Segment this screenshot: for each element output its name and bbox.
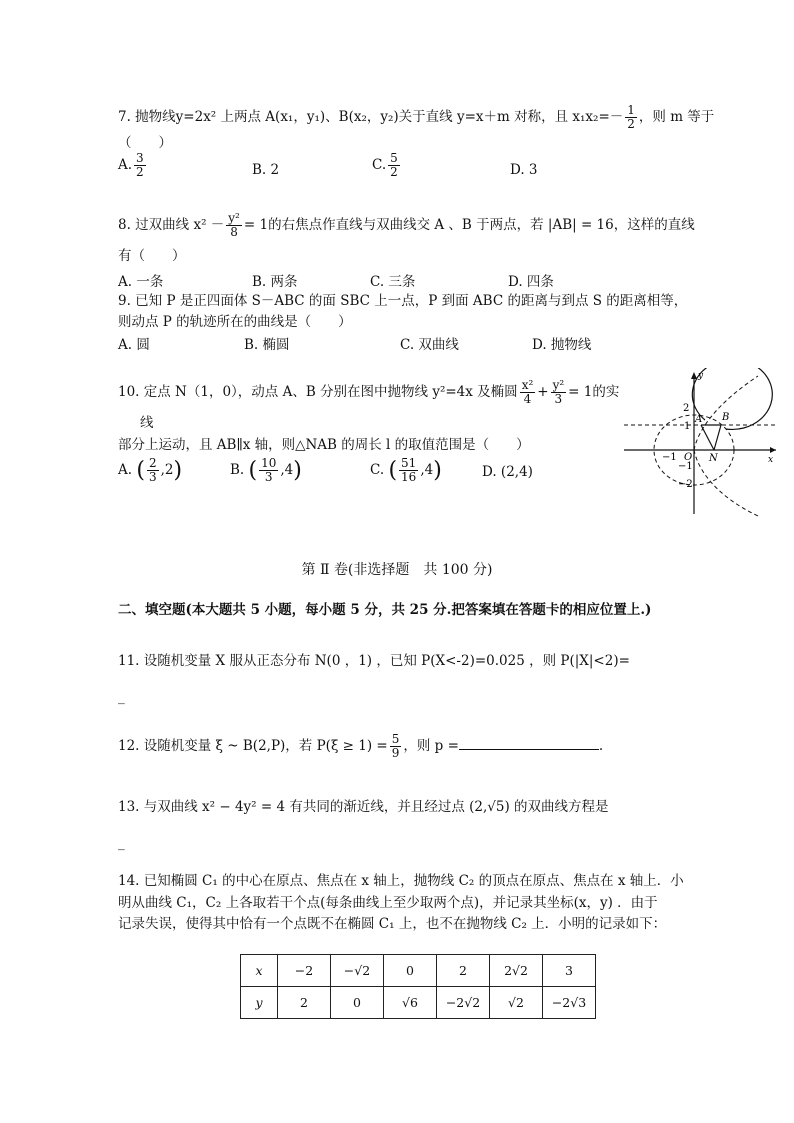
table-cell: −2√3 — [543, 987, 596, 1019]
ellipse-solid-arc — [692, 368, 772, 429]
q7-stem: 7. 抛物线y=2x² 上两点 A(x₁，y₁)、B(x₂，y₂)关于直线 y=x＋m 对称，且 x₁x₂=－ — [118, 109, 624, 125]
table-cell: −2 — [278, 955, 331, 987]
origin-label: O — [684, 452, 693, 463]
q9-option-b: B. 椭圆 — [244, 337, 290, 353]
q10-line-cont: 线 — [140, 415, 154, 431]
q8-option-a: A. 一条 — [118, 274, 164, 290]
q11-line1: 11. 设随机变量 X 服从正态分布 N(0 ，1) ，已知 P(X<-2)=0.025 ，则 P(|X|<2)= — [118, 653, 630, 669]
table-cell: −√2 — [331, 955, 384, 987]
record-table — [240, 954, 596, 1019]
table-header-x: x — [241, 955, 278, 987]
table-cell: √2 — [490, 987, 543, 1019]
q7-option-c: C. $\frac{5}{2}$ — [372, 151, 398, 179]
point-b-label: B — [722, 412, 730, 423]
q8-fraction: $\frac{\text{y²}}{8}$ — [228, 211, 240, 239]
q13-line1: 13. 与双曲线 x² − 4y² = 4 有共同的渐近线，并且经过点 (2,√5) 的双曲线方程是 — [118, 799, 609, 815]
table-cell: −2√2 — [437, 987, 490, 1019]
x-axis-arrow — [770, 447, 776, 453]
y-axis-label: y — [698, 371, 704, 381]
q13-line2: _ — [118, 835, 125, 851]
q10-option-c: C. ( $\frac{51}{16}$ ,4) — [370, 456, 442, 484]
parabola-lower — [694, 450, 758, 516]
table-cell: 2 — [278, 987, 331, 1019]
q8-option-c: C. 三条 — [370, 274, 416, 290]
q9-line2: 则动点 P 的轨迹所在的曲线是（ ） — [118, 314, 352, 330]
question-8: 8. 过双曲线 x² － $\frac{\text{y²}}{8}$ = 1的右焦点作直线与双曲线交 A 、B 于两点，若 |AB| = 16，这样的直线 — [118, 211, 695, 239]
q10-option-d: D. (2,4) — [482, 464, 533, 480]
q9-line1: 9. 已知 P 是正四面体 S－ABC 的面 SBC 上一点，P 到面 ABC 的距离与到点 S 的距离相等， — [118, 293, 688, 309]
q10-line2: 部分上运动，且 AB∥x 轴，则△NAB 的周长 l 的取值范围是（ ） — [118, 437, 530, 453]
q14-line1: 14. 已知椭圆 C₁ 的中心在原点、焦点在 x 轴上，抛物线 C₂ 的顶点在原点、焦点在 x 轴上．小 — [118, 873, 684, 889]
table-row-x — [241, 955, 596, 987]
q8-option-d: D. 四条 — [508, 274, 554, 290]
q7-option-d: D. 3 — [510, 162, 538, 178]
question-7 — [118, 104, 714, 131]
tick-neg1-x: −1 — [662, 452, 677, 463]
tick-2: 2 — [683, 403, 690, 414]
q9-option-d: D. 抛物线 — [532, 337, 592, 353]
tick-1: 1 — [684, 421, 691, 432]
q7-tail: ，则 m 等于 — [638, 109, 715, 125]
segment-an — [701, 425, 714, 450]
question-10: 10. 定点 N（1，0），动点 A、B 分别在图中抛物线 y²=4x 及椭圆 $\frac{\text{x²}}{4}$ + $\frac{\text{y²}}{3}$ = 1的实 — [118, 378, 620, 406]
table-cell: 2√2 — [490, 955, 543, 987]
q8-line2: 有（ ） — [118, 248, 186, 264]
table-cell: √6 — [384, 987, 437, 1019]
table-header-y: y — [241, 987, 278, 1019]
q7-paren: （ ） — [118, 135, 172, 151]
table-cell: 0 — [331, 987, 384, 1019]
point-n-label: N — [709, 453, 718, 464]
table-cell: 3 — [543, 955, 596, 987]
tick-neg1-y: −1 — [678, 461, 693, 472]
point-a-label: A — [695, 414, 703, 425]
y-axis-arrow — [691, 372, 697, 379]
segment-bn — [714, 425, 721, 450]
question-12: 12. 设随机变量 ξ ~ B(2,P)，若 P(ξ ≥ 1) = $\frac{5}{9}$ ，则 p = . — [118, 732, 604, 760]
q8-option-b: B. 两条 — [252, 274, 298, 290]
x-axis-label: x — [768, 455, 774, 465]
q12-answer-blank[interactable] — [459, 735, 599, 750]
q7-option-a: A. $\frac{3}{2}$ — [118, 151, 144, 179]
section2-title: 二、填空题(本大题共 5 小题，每小题 5 分，共 25 分.把答案填在答题卡的相应位置上.) — [118, 602, 652, 618]
q14-line2: 明从曲线 C₁，C₂ 上各取若干个点(每条曲线上至少取两个点)，并记录其坐标(x，y) ．由于 — [118, 895, 658, 911]
q7-option-b: B. 2 — [252, 162, 280, 178]
table-cell: 2 — [437, 955, 490, 987]
q7-fraction: $\frac{1}{2}$ — [627, 103, 635, 131]
part2-title: 第 Ⅱ 卷(非选择题 共 100 分) — [301, 562, 493, 578]
tick-neg2: −2 — [678, 479, 693, 490]
q10-figure — [618, 368, 783, 518]
table-row-y — [241, 987, 596, 1019]
q10-option-b: B. ( $\frac{10}{3}$ ,4) — [230, 456, 302, 484]
q14-line3: 记录失误，使得其中恰有一个点既不在椭圆 C₁ 上，也不在抛物线 C₂ 上．小明的记录如下： — [118, 916, 667, 932]
table-cell: 0 — [384, 955, 437, 987]
q9-option-a: A. 圆 — [118, 337, 150, 353]
q9-option-c: C. 双曲线 — [400, 337, 459, 353]
q11-line2: _ — [118, 689, 125, 705]
q10-option-a: A. ( $\frac{2}{3}$ ,2) — [118, 456, 183, 484]
